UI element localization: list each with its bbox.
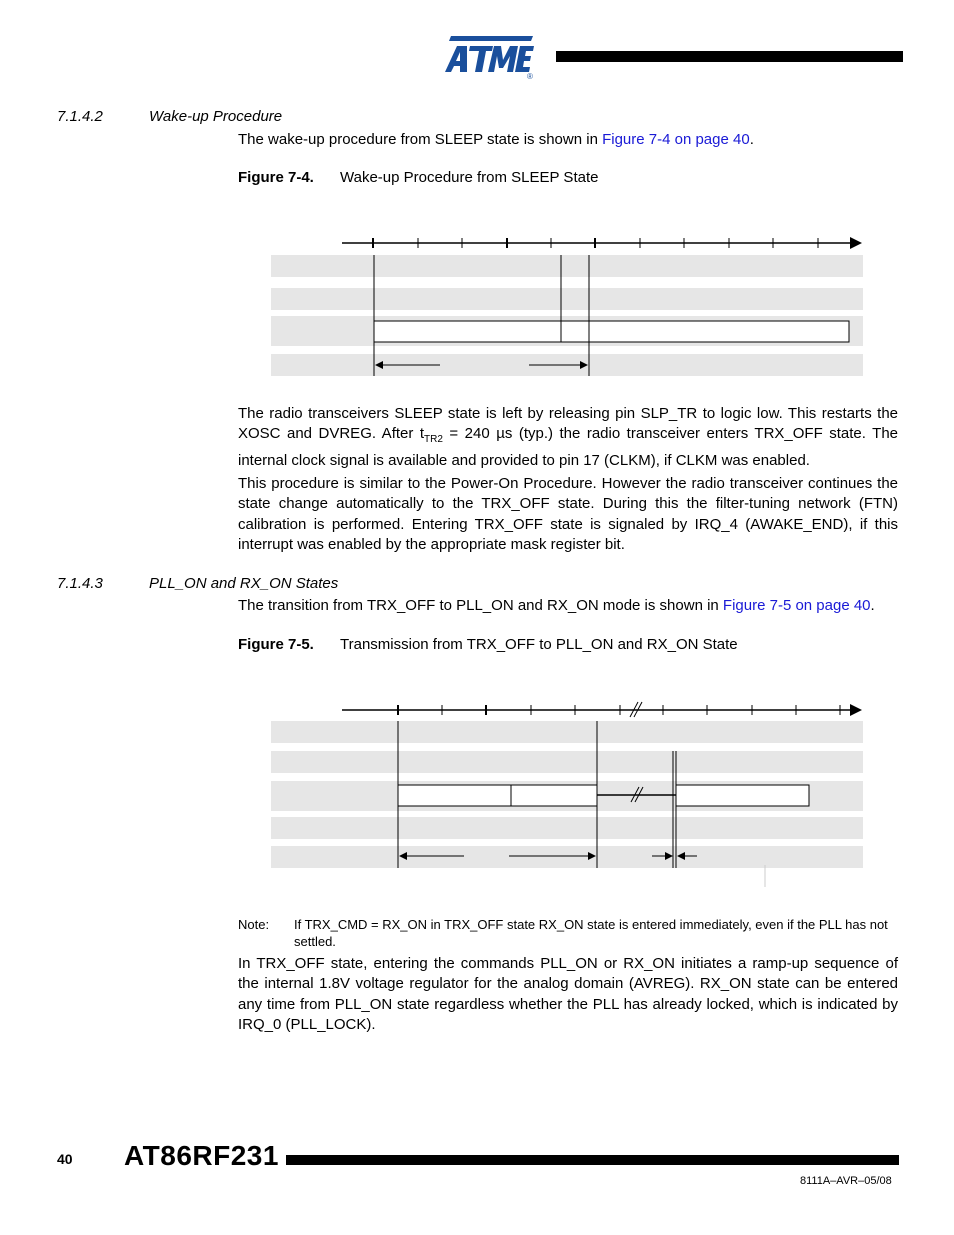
document-code: 8111A–AVR–05/08 [800,1175,892,1187]
figure-link[interactable]: Figure 7-4 on page 40 [602,131,750,148]
signal-row-band [271,751,863,773]
signal-row-band [271,255,863,277]
timing-row-band [271,846,863,868]
figure-title: Transmission from TRX_OFF to PLL_ON and RX_ON State [340,636,738,653]
wakeup-intro: The wake-up procedure from SLEEP state is shown in Figure 7-4 on page 40. [238,131,754,148]
product-title: AT86RF231 [124,1140,279,1171]
signal-row-band [271,817,863,839]
state-box [398,785,511,806]
signal-row-band [271,721,863,743]
wakeup-timing-diagram [260,230,870,380]
time-axis-arrow [850,237,862,249]
time-axis-arrow [850,704,862,716]
section-title: Wake-up Procedure [149,108,283,125]
state-box [511,785,597,806]
signal-row-band [271,288,863,310]
figure-label: Figure 7-4. [238,169,314,186]
footer-rule [286,1155,899,1165]
pll-rx-timing-diagram [260,695,870,890]
figure-link[interactable]: Figure 7-5 on page 40 [722,597,871,614]
figure-title: Wake-up Procedure from SLEEP State [340,169,599,186]
note-text: If TRX_CMD = RX_ON in TRX_OFF state RX_ON state is entered immediately, even if the PLL has not settled. [294,917,888,949]
wakeup-paragraph-1: The radio transceivers SLEEP state is left by releasing pin SLP_TR to logic low. This restarts the XOSC and DVREG. After $t_{TR2} = 240$ µs (typ.) the radio transceiver enters TRX_OFF state. The internal clock signal is available and provided to pin 17 (CLKM), if CLKM was enabled. [238,405,898,469]
header-rule [556,51,903,62]
section-number: 7.1.4.2 [57,108,103,125]
state-box [561,321,589,342]
figure-label: Figure 7-5. [238,636,314,653]
page-number: 40 [57,1151,73,1167]
section-title: PLL_ON and RX_ON States [149,575,339,592]
registered-mark: ® [527,72,533,80]
wakeup-paragraph-2: This procedure is similar to the Power-On Procedure. However the radio transceiver continues the state change automatically to the TRX_OFF state. During this the filter-tuning network (FTN) calibration is performed. Entering TRX_OFF state is signaled by IRQ_4 (AWAKE_END), if this interrupt was enabled by the appropriate mask register bit. [238,475,898,553]
note-label: Note: [238,917,270,932]
pll-intro: The transition from TRX_OFF to PLL_ON and RX_ON mode is shown in Figure 7-5 on page 40. [238,597,875,614]
state-box [374,321,561,342]
state-box [676,785,809,806]
atmel-logo [441,34,539,80]
pll-paragraph-1: In TRX_OFF state, entering the commands PLL_ON or RX_ON initiates a ramp-up sequence of the internal 1.8V voltage regulator for the analog domain (AVREG). RX_ON state can be entered any time from PLL_ON state regardless whether the PLL has already locked, which is indicated by IRQ_0 (PLL_LOCK). [238,955,898,1033]
section-number: 7.1.4.3 [57,575,103,592]
state-box [589,321,849,342]
